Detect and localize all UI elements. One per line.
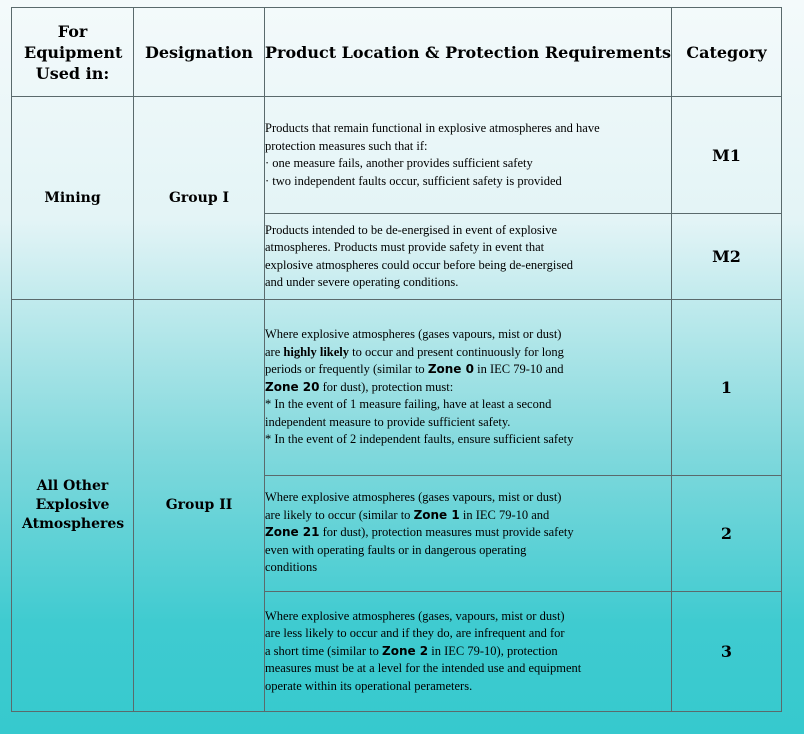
requirement-line: operate within its operational perameters. — [265, 678, 473, 693]
requirement-line: are likely to occur (similar to Zone 1 in IEC 79-10 and — [265, 507, 550, 522]
requirement-line: measures must be at a level for the intended use and equipment — [265, 661, 582, 676]
header-requirements: Product Location & Protection Requirements — [265, 8, 672, 97]
requirement-line: explosive atmospheres could occur before being de-energised — [265, 257, 573, 272]
requirement-line: atmospheres. Products must provide safety in event that — [265, 240, 545, 255]
requirement-line: Zone 21 for dust), protection measures must provide safety — [265, 525, 574, 540]
emphasis-text: Zone 20 — [265, 379, 320, 394]
emphasis-text: Zone 2 — [382, 643, 429, 658]
requirement-line: are highly likely to occur and present continuously for long — [265, 344, 564, 359]
requirement-line: * In the event of 2 independent faults, ensure sufficient safety — [265, 432, 574, 447]
category-cell: M1 — [672, 97, 782, 214]
requirement-line: · one measure fails, another provides sufficient safety — [265, 156, 533, 171]
requirement-line: protection measures such that if: — [265, 138, 428, 153]
header-row — [12, 8, 782, 97]
emphasis-text: Zone 1 — [413, 507, 460, 522]
table-row — [12, 300, 782, 475]
requirement-line: Products intended to be de-energised in event of explosive — [265, 222, 558, 237]
requirement-line: a short time (similar to Zone 2 in IEC 79-10), protection — [265, 643, 558, 658]
requirement-line: even with operating faults or in dangerous operating — [265, 542, 527, 557]
requirement-line: independent measure to provide sufficient safety. — [265, 414, 511, 429]
requirement-line: * In the event of 1 measure failing, have at least a second — [265, 397, 552, 412]
requirement-line: periods or frequently (similar to Zone 0 in IEC 79-10 and — [265, 362, 564, 377]
equipment-category-table — [11, 7, 782, 712]
emphasis-text: Zone 0 — [427, 362, 474, 377]
requirement-line: · two independent faults occur, sufficient safety is provided — [265, 173, 562, 188]
header-for-equipment: For Equipment Used in: — [12, 8, 134, 97]
requirement-line: Where explosive atmospheres (gases vapours, mist or dust) — [265, 490, 562, 505]
requirements-cell — [265, 214, 672, 300]
requirement-line: Products that remain functional in explosive atmospheres and have — [265, 121, 600, 136]
requirements-cell — [265, 97, 672, 214]
category-cell: 1 — [672, 300, 782, 475]
requirement-line: conditions — [265, 560, 318, 575]
header-category: Category — [672, 8, 782, 97]
requirement-line: Where explosive atmospheres (gases, vapours, mist or dust) — [265, 608, 565, 623]
requirement-line: Zone 20 for dust), protection must: — [265, 379, 454, 394]
requirement-line: are less likely to occur and if they do, are infrequent and for — [265, 626, 565, 641]
requirements-cell — [265, 591, 672, 711]
requirement-line: and under severe operating conditions. — [265, 275, 459, 290]
category-cell: 2 — [672, 475, 782, 591]
header-designation: Designation — [134, 8, 265, 97]
requirements-cell — [265, 300, 672, 475]
emphasis-text: Zone 21 — [265, 525, 320, 540]
table-row — [12, 97, 782, 214]
category-cell: 3 — [672, 591, 782, 711]
used-in-other: All Other Explosive Atmospheres — [12, 300, 134, 712]
category-cell: M2 — [672, 214, 782, 300]
emphasis-text: highly likely — [283, 344, 350, 359]
used-in-mining: Mining — [12, 97, 134, 300]
designation-group-i: Group I — [134, 97, 265, 300]
designation-group-ii: Group II — [134, 300, 265, 712]
requirement-line: Where explosive atmospheres (gases vapours, mist or dust) — [265, 327, 562, 342]
requirements-cell — [265, 475, 672, 591]
